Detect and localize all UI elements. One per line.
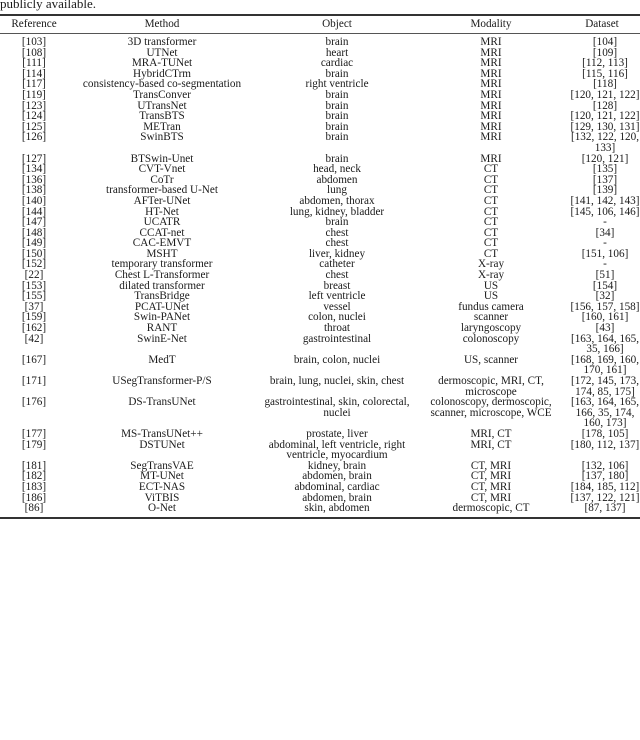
cell-modality: MRI [480, 57, 502, 70]
cell-modality: CT [483, 173, 499, 186]
cell-method: 3D transformer [127, 36, 197, 48]
table-row [0, 355, 640, 376]
table-row [0, 79, 640, 90]
table-row [0, 291, 640, 302]
cell-object: brain [325, 110, 349, 123]
header-modality: Modality [470, 18, 512, 30]
table-row [0, 175, 640, 186]
cell-object: chest [325, 226, 349, 239]
cell-reference: [179] [21, 438, 47, 451]
cell-modality: colonoscopy [462, 332, 520, 345]
cell-object: chest [325, 269, 349, 282]
table-row [0, 440, 640, 461]
cell-dataset: [43] [595, 322, 615, 335]
cell-dataset: [137] [592, 173, 618, 186]
cell-dataset: [34] [595, 226, 615, 239]
cell-method: HybridCTrm [132, 67, 192, 80]
cell-method: SwinBTS [140, 131, 184, 144]
cell-modality: MRI, CT [470, 438, 512, 451]
cell-method: METran [143, 120, 181, 133]
cell-modality: scanner [473, 311, 509, 324]
cell-reference: [134] [21, 163, 47, 176]
cell-object: abdominal, cardiac [294, 480, 380, 493]
cell-method: O-Net [148, 502, 176, 515]
table-row [0, 376, 640, 397]
cell-modality: X-ray [477, 258, 505, 271]
table-row [0, 132, 640, 153]
cell-modality: MRI, CT [470, 427, 512, 440]
cell-reference: [136] [21, 173, 47, 186]
cell-reference: [176] [21, 396, 47, 409]
cell-reference: [155] [21, 290, 47, 303]
table-row [0, 48, 640, 59]
table-row [0, 207, 640, 218]
cell-method: dilated transformer [119, 279, 205, 292]
cell-method: MT-UNet [140, 470, 184, 483]
cell-dataset: [128] [592, 99, 618, 112]
cell-reference: [159] [21, 311, 47, 324]
cell-reference: [22] [24, 269, 44, 282]
cell-reference: [114] [22, 67, 46, 80]
cell-object: kidney, brain [307, 459, 367, 472]
table-row [0, 270, 640, 281]
cell-dataset: [180, 112, 137] [570, 438, 640, 451]
cell-object: brain [325, 36, 349, 48]
cell-method: PCAT-UNet [134, 300, 190, 313]
cell-dataset: [178, 105] [581, 427, 629, 440]
cell-modality: CT [483, 184, 499, 197]
cell-method: MSHT [146, 247, 178, 260]
cell-reference: [138] [21, 184, 47, 197]
cell-method: AFTer-UNet [133, 194, 191, 207]
table-row [0, 397, 640, 429]
cell-modality: CT, MRI [470, 480, 512, 493]
cell-method: UTNet [146, 46, 178, 59]
cell-reference: [42] [24, 332, 44, 345]
cell-dataset: [156, 157, 158] [570, 300, 640, 313]
cell-dataset: [132, 106] [581, 459, 629, 472]
cell-object: right ventricle [305, 78, 369, 91]
table-row [0, 429, 640, 440]
cell-dataset: [120, 121, 122] [570, 88, 640, 101]
table-row [0, 503, 640, 518]
table-header [0, 15, 640, 34]
cell-reference: [126] [21, 131, 47, 144]
cell-reference: [150] [21, 247, 47, 260]
cell-object: liver, kidney [308, 247, 366, 260]
cell-object: gastrointestinal [302, 332, 372, 345]
cell-reference: [152] [21, 258, 47, 271]
cell-object: catheter [319, 258, 355, 271]
cell-object: cardiac [320, 57, 354, 70]
cell-object: abdomen, brain [302, 491, 372, 504]
table-row [0, 122, 640, 133]
cell-modality: CT [483, 226, 499, 239]
cell-method: MS-TransUNet++ [121, 427, 203, 440]
cell-modality: MRI [480, 131, 502, 144]
cell-reference: [144] [21, 205, 47, 218]
cell-reference: [86] [24, 502, 44, 515]
cell-dataset: - [603, 258, 607, 271]
cell-dataset: [104] [592, 36, 618, 48]
cell-method: CoTr [150, 173, 174, 186]
cell-method: consistency-based co-segmentation [82, 78, 242, 91]
cell-method: DSTUNet [139, 438, 185, 451]
cell-reference: [171] [21, 375, 47, 387]
cell-dataset: [132, 122, 120, 133] [570, 131, 640, 154]
cell-object: vessel [323, 300, 351, 313]
cell-modality: CT, MRI [470, 470, 512, 483]
cell-method: UTransNet [137, 99, 187, 112]
cell-object: colon, nuclei [308, 311, 366, 324]
cell-method: SwinE-Net [137, 332, 187, 345]
table-row [0, 334, 640, 355]
cell-modality: MRI [480, 78, 502, 91]
cell-modality: dermoscopic, CT [452, 502, 530, 515]
cell-dataset: - [603, 237, 607, 250]
cell-modality: CT [483, 216, 499, 229]
cell-dataset: [115, 116] [582, 67, 628, 80]
cell-object: brain [325, 67, 349, 80]
cell-dataset: [120, 121, 122] [570, 110, 640, 123]
cell-method: ECT-NAS [138, 480, 186, 493]
cell-method: SegTransVAE [130, 459, 194, 472]
cell-reference: [125] [21, 120, 47, 133]
cell-dataset: [118] [593, 78, 617, 91]
table-row [0, 196, 640, 207]
cell-dataset: [135] [592, 163, 618, 176]
cell-method: Swin-PANet [133, 311, 191, 324]
table-row [0, 217, 640, 228]
cell-method: DS-TransUNet [128, 396, 196, 409]
cell-method: Chest L-Transformer [114, 269, 210, 282]
cell-reference: [167] [21, 353, 47, 366]
caption-text: publicly available. [0, 0, 97, 11]
cell-object: abdomen [316, 173, 358, 186]
methods-table-container [0, 14, 640, 519]
cell-object: brain, lung, nuclei, skin, chest [269, 375, 405, 387]
cell-object: brain [325, 120, 349, 133]
cell-object: skin, abdomen [304, 502, 370, 515]
cell-object: left ventricle [308, 290, 366, 303]
cell-method: ViTBIS [144, 491, 180, 504]
cell-reference: [183] [21, 480, 47, 493]
table-body [0, 34, 640, 518]
table-row [0, 90, 640, 101]
cell-reference: [148] [21, 226, 47, 239]
cell-reference: [147] [21, 216, 47, 229]
cell-modality: MRI [480, 99, 502, 112]
cell-dataset: [109] [592, 46, 618, 59]
header-object: Object [322, 18, 352, 30]
cell-dataset: [172, 145, 173, 174, 85, 175] [570, 375, 640, 398]
cell-reference: [108] [21, 46, 47, 59]
header-method: Method [144, 18, 180, 30]
cell-modality: CT [483, 247, 499, 260]
cell-modality: MRI [480, 120, 502, 133]
cell-dataset: - [603, 216, 607, 229]
cell-object: chest [325, 237, 349, 250]
cell-method: transformer-based U-Net [106, 184, 218, 197]
cell-reference: [186] [21, 491, 47, 504]
cell-modality: MRI [480, 110, 502, 123]
header-reference: Reference [11, 18, 57, 30]
cell-modality: CT [483, 163, 499, 176]
cell-modality: US [483, 290, 499, 303]
cell-object: head, neck [313, 163, 361, 176]
cell-modality: CT, MRI [470, 459, 512, 472]
cell-reference: [140] [21, 194, 47, 207]
cell-object: brain [325, 216, 349, 229]
cell-dataset: [112, 113] [582, 57, 628, 70]
cell-reference: [149] [21, 237, 47, 250]
cell-modality: US [483, 279, 499, 292]
cell-modality: CT [483, 237, 499, 250]
cell-object: abdomen, thorax [299, 194, 375, 207]
cell-object: lung [327, 184, 347, 197]
cell-method: RANT [146, 322, 178, 335]
cell-modality: MRI [480, 152, 502, 165]
cell-reference: [127] [21, 152, 47, 165]
cell-object: abdominal, left ventricle, right ventricle, myocardium [268, 438, 406, 462]
cell-method: CVT-Vnet [138, 163, 186, 176]
table-row [0, 482, 640, 493]
table-row [0, 228, 640, 239]
cell-reference: [117] [22, 78, 46, 91]
cell-modality: CT [483, 194, 499, 207]
cell-method: TransConver [132, 88, 191, 101]
cell-object: brain [325, 88, 349, 101]
cell-reference: [111] [22, 57, 46, 70]
cell-dataset: [160, 161] [581, 311, 629, 324]
cell-reference: [123] [21, 99, 47, 112]
cell-modality: fundus camera [458, 300, 524, 313]
methods-table [0, 14, 640, 519]
cell-reference: [177] [21, 427, 47, 440]
header-row [0, 15, 640, 34]
cell-modality: X-ray [477, 269, 505, 282]
cell-dataset: [154] [592, 279, 618, 292]
table-row [0, 58, 640, 69]
cell-object: throat [323, 322, 351, 335]
cell-object: lung, kidney, bladder [289, 205, 385, 218]
cell-modality: colonoscopy, dermoscopic, scanner, microscope, WCE [430, 396, 552, 419]
table-row [0, 111, 640, 122]
cell-dataset: [139] [592, 184, 618, 197]
cell-modality: MRI [480, 67, 502, 80]
cell-dataset: [168, 169, 160, 170, 161] [570, 353, 640, 377]
cell-reference: [37] [24, 300, 44, 313]
cell-dataset: [137, 180] [581, 470, 629, 483]
cell-reference: [119] [22, 88, 46, 101]
cell-dataset: [137, 122, 121] [570, 491, 640, 504]
cell-method: BTSwin-Unet [130, 152, 194, 165]
cell-method: HT-Net [145, 205, 179, 218]
table-row [0, 259, 640, 270]
cell-method: TransBridge [134, 290, 190, 303]
cell-reference: [162] [21, 322, 47, 335]
cell-modality: MRI [480, 36, 502, 48]
table-row [0, 101, 640, 112]
cell-dataset: [141, 142, 143] [570, 194, 640, 207]
cell-dataset: [87, 137] [584, 502, 626, 515]
header-dataset: Dataset [585, 18, 619, 30]
cell-dataset: [145, 106, 146] [570, 205, 640, 218]
cell-reference: [124] [21, 110, 47, 123]
cell-object: brain [325, 152, 349, 165]
cell-method: temporary transformer [111, 258, 213, 271]
cell-method: CAC-EMVT [132, 237, 192, 250]
cell-object: prostate, liver [306, 427, 368, 440]
cell-method: MRA-TUNet [131, 57, 193, 70]
cell-dataset: [163, 164, 165, 166, 35, 174, 160, 173] [570, 396, 640, 430]
cell-modality: US, scanner [463, 353, 519, 366]
cell-reference: [182] [21, 470, 47, 483]
cell-dataset: [151, 106] [581, 247, 629, 260]
cell-object: brain [325, 99, 349, 112]
cell-modality: CT, MRI [470, 491, 512, 504]
cell-object: abdomen, brain [302, 470, 372, 483]
cell-method: MedT [148, 353, 176, 366]
cell-dataset: [184, 185, 112] [570, 480, 640, 493]
cell-dataset: [120, 121] [581, 152, 629, 165]
cell-modality: CT [483, 205, 499, 218]
cell-reference: [153] [21, 279, 47, 292]
cell-method: TransBTS [139, 110, 185, 123]
cell-object: brain [325, 131, 349, 144]
cell-object: heart [325, 46, 349, 59]
cell-object: breast [323, 279, 351, 292]
table-row [0, 312, 640, 323]
table-row [0, 34, 640, 48]
cell-modality: laryngoscopy [460, 322, 522, 335]
cell-modality: MRI [480, 46, 502, 59]
cell-object: brain, colon, nuclei [293, 353, 381, 366]
cell-reference: [103] [21, 36, 47, 48]
cell-method: USegTransformer-P/S [112, 375, 212, 387]
cell-dataset: [51] [595, 269, 615, 282]
cell-dataset: [163, 164, 165, 35, 166] [570, 332, 640, 356]
cell-object: gastrointestinal, skin, colorectal, nuclei [264, 396, 410, 419]
cell-dataset: [129, 130, 131] [570, 120, 640, 133]
cell-modality: dermoscopic, MRI, CT, microscope [438, 375, 544, 398]
cell-method: UCATR [143, 216, 181, 229]
cell-modality: MRI [480, 88, 502, 101]
cell-method: CCAT-net [139, 226, 185, 239]
cell-reference: [181] [21, 459, 47, 472]
cell-dataset: [32] [595, 290, 615, 303]
